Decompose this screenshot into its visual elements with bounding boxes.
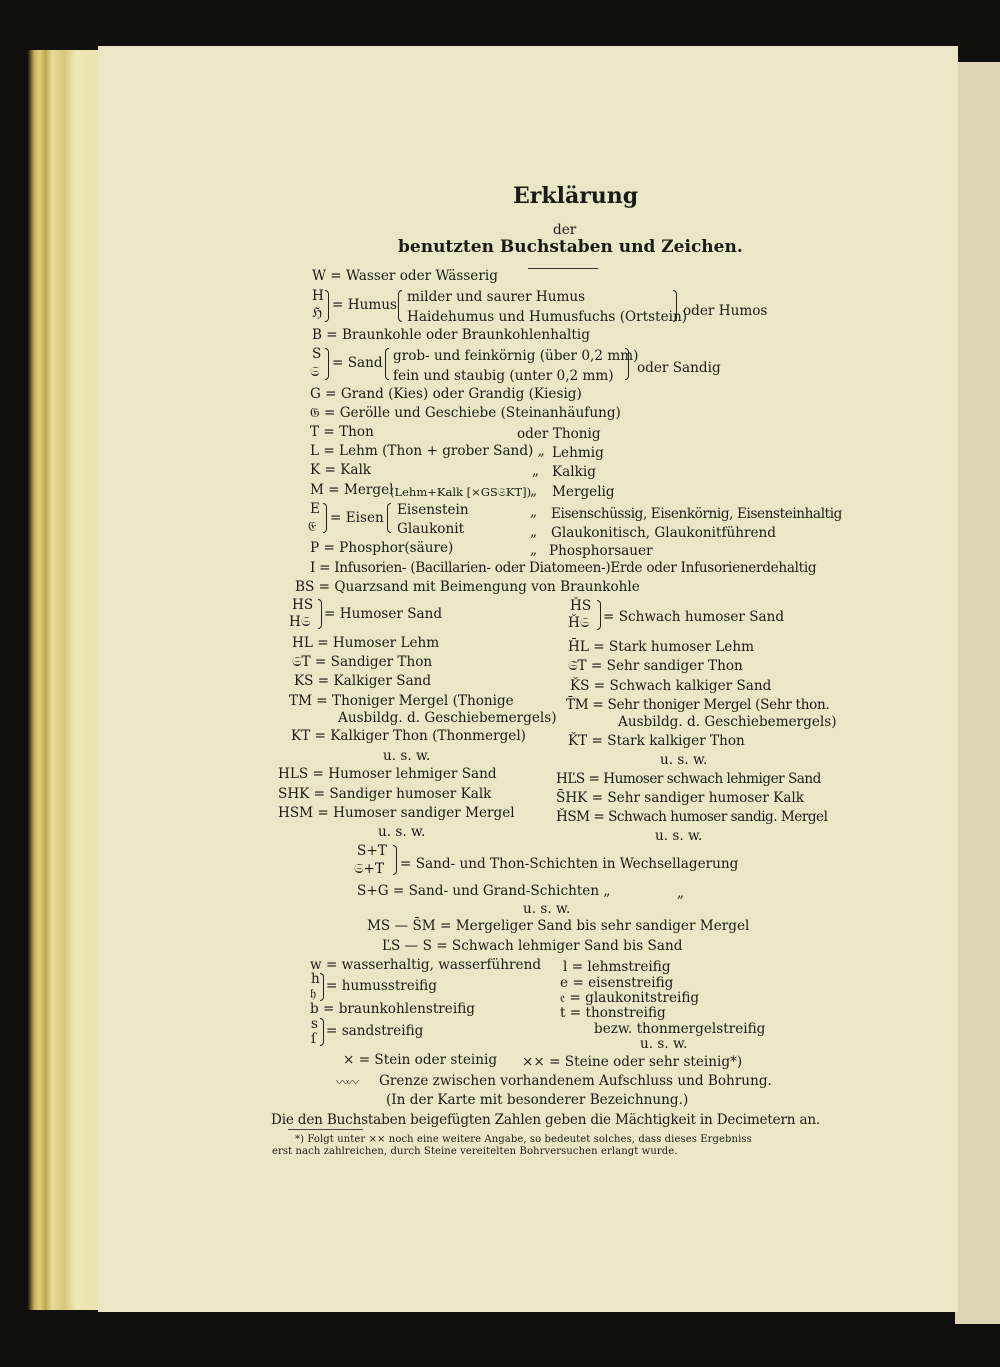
sign-karte: (In der Karte mit besonderer Bezeichnung.): [386, 1092, 689, 1108]
layer-SG-ditto: „: [677, 885, 685, 901]
legend-eisen-2: Glaukonit: [397, 521, 465, 537]
combo-TM: TM = Thoniger Mergel (Thonige: [289, 693, 514, 709]
small-t: t = thonstreifig: [560, 1005, 666, 1021]
legend-E-symbol: E: [310, 501, 320, 517]
legend-humus-oder: oder Humos: [683, 303, 768, 319]
small-usw: u. s. w.: [640, 1036, 688, 1052]
layer-LS: ĽS — S = Schwach lehmiger Sand bis Sand: [382, 938, 683, 954]
brace: [387, 503, 391, 533]
brace: [393, 845, 397, 875]
combo-HL: HL = Humoser Lehm: [292, 635, 440, 651]
small-s-text: = sandstreifig: [326, 1023, 424, 1039]
layer-ST-text: = Sand- und Thon-Schichten in Wechsellagerung: [400, 856, 739, 872]
brace: [385, 348, 389, 380]
layer-usw: u. s. w.: [523, 901, 571, 917]
small-b: b = braunkohlenstreifig: [310, 1001, 475, 1017]
combo-KS: KS = Kalkiger Sand: [294, 673, 432, 689]
legend-H-fraktur: ℌ: [312, 305, 323, 321]
combo-usw-2: u. s. w.: [378, 824, 426, 840]
title-rule: [528, 268, 598, 269]
subtitle: benutzten Buchstaben und Zeichen.: [398, 237, 743, 257]
subtitle-der: der: [553, 222, 577, 238]
brace: [318, 599, 322, 629]
combo-ST: 𝔖T = Sandiger Thon: [292, 654, 433, 670]
footnote-line-1: *) Folgt unter ×× noch eine weitere Angabe, so bedeutet solches, dass dieses Ergebniss: [295, 1134, 752, 1145]
layer-ST-2: 𝔖+T: [354, 861, 384, 877]
brace: [673, 290, 677, 322]
combo-KT: KT = Kalkiger Thon (Thonmergel): [291, 728, 526, 744]
layer-ST-1: S+T: [357, 843, 387, 859]
legend-E-fraktur: 𝔈: [308, 519, 317, 535]
legend-S-symbol: S: [312, 346, 322, 362]
small-w: w = wasserhaltig, wasserführend: [310, 957, 542, 973]
legend-L-right: Lehmig: [552, 445, 604, 461]
legend-L: L = Lehm (Thon + grober Sand) „: [310, 443, 545, 459]
legend-eisen-ditto-2: „: [530, 524, 538, 540]
combo-right-TM: T̄M = Sehr thoniger Mergel (Sehr thon.: [566, 697, 830, 713]
small-e2: 𝔢 = glaukonitstreifig: [560, 990, 700, 1006]
legend-eisen-ditto-1: „: [530, 504, 538, 520]
legend-eisen-eq: = Eisen: [330, 510, 384, 526]
sign-zahlen: Die den Buchstaben beigefügten Zahlen geben die Mächtigkeit in Decimetern an.: [271, 1112, 821, 1128]
small-e: e = eisenstreifig: [560, 975, 674, 991]
legend-humus-1: milder und saurer Humus: [407, 289, 586, 305]
brace: [320, 1018, 324, 1046]
legend-eisen-right-1: Eisenschüssig, Eisenkörnig, Eisensteinhaltig: [551, 506, 842, 522]
legend-T: T = Thon: [310, 424, 374, 440]
brace: [320, 973, 324, 1001]
combo-HSM: HSM = Humoser sandiger Mergel: [278, 805, 515, 821]
small-s-2: ſ: [311, 1031, 317, 1047]
footnote-rule: [288, 1129, 363, 1130]
combo-HLS: HLS = Humoser lehmiger Sand: [278, 766, 497, 782]
small-s-1: s: [311, 1016, 318, 1032]
legend-P: P = Phosphor(säure): [310, 540, 454, 556]
legend-K-right: Kalkig: [552, 464, 596, 480]
combo-right-TM-2: Ausbildg. d. Geschiebemergels): [618, 714, 837, 730]
legend-sand-eq: = Sand: [332, 355, 383, 371]
combo-right-HL: H̄L = Stark humoser Lehm: [568, 639, 754, 655]
combo-usw-1: u. s. w.: [383, 748, 431, 764]
legend-G: G = Grand (Kies) oder Grandig (Kiesig): [310, 386, 582, 402]
legend-K: K = Kalk: [310, 462, 372, 478]
combo-right-HSM: ȞSM = Schwach humoser sandig. Mergel: [556, 809, 828, 825]
legend-M-right: Mergelig: [552, 484, 615, 500]
combo-SHK: SHK = Sandiger humoser Kalk: [278, 786, 492, 802]
small-h-2: 𝔥: [310, 986, 317, 1002]
combo-right-usw-1: u. s. w.: [660, 752, 708, 768]
combo-HS-2: H𝔖: [289, 614, 311, 630]
small-l: l = lehmstreifig: [563, 959, 671, 975]
combo-right-HS-1: ȞS: [570, 598, 592, 614]
combo-right-SHK: S̄HK = Sehr sandiger humoser Kalk: [556, 790, 805, 806]
brace: [625, 348, 629, 380]
legend-W: W = Wasser oder Wässerig: [312, 268, 498, 284]
brace: [325, 290, 329, 322]
combo-HS-text: = Humoser Sand: [324, 606, 443, 622]
book-edge: [28, 50, 108, 1310]
legend-sand-2: fein und staubig (unter 0,2 mm): [393, 368, 614, 384]
legend-S-fraktur: 𝔖: [310, 364, 320, 380]
small-h-text: = humusstreifig: [326, 978, 437, 994]
legend-M-small: (Lehm+Kalk [×GS𝔖KT]): [390, 485, 532, 499]
legend-M: M = Mergel: [310, 482, 394, 498]
layer-MS: MS — S̄M = Mergeliger Sand bis sehr sandiger Mergel: [367, 918, 750, 934]
legend-humus-2: Haidehumus und Humusfuchs (Ortstein): [407, 309, 688, 325]
legend-eisen-right-2: Glaukonitisch, Glaukonitführend: [551, 525, 776, 541]
combo-right-ST: 𝔖̄T = Sehr sandiger Thon: [568, 658, 743, 674]
legend-M-ditto: „: [530, 483, 538, 499]
combo-TM-2: Ausbildg. d. Geschiebemergels): [338, 710, 557, 726]
combo-right-HS-text: = Schwach humoser Sand: [603, 609, 785, 625]
legend-P-right: Phosphorsauer: [549, 543, 653, 559]
facing-page-edge: [955, 62, 1000, 1324]
legend-P-ditto: „: [530, 542, 538, 558]
combo-right-KS: ǨS = Schwach kalkiger Sand: [570, 678, 772, 694]
small-tm: bezw. thonmergelstreifig: [594, 1021, 766, 1037]
legend-K-ditto: „: [532, 463, 540, 479]
sign-grenze: Grenze zwischen vorhandenem Aufschluss und Bohrung.: [379, 1073, 772, 1089]
legend-sand-1: grob- und feinkörnig (über 0,2 mm): [393, 348, 639, 364]
combo-right-HLS: HĽS = Humoser schwach lehmiger Sand: [556, 771, 821, 787]
legend-I: I = Infusorien- (Bacillarien- oder Diatomeen-)Erde oder Infusorienerdehaltig: [310, 560, 817, 576]
combo-HS-1: HS: [292, 597, 314, 613]
legend-humus-eq: = Humus: [332, 297, 397, 313]
legend-B: B = Braunkohle oder Braunkohlenhaltig: [312, 327, 590, 343]
brace: [325, 348, 329, 380]
combo-right-KT: ǨT = Stark kalkiger Thon: [568, 733, 745, 749]
legend-H-symbol: H: [312, 288, 324, 304]
legend-Gs: 𝔊 = Gerölle und Geschiebe (Steinanhäufung): [310, 405, 621, 421]
wave-icon: 〰〰: [336, 1076, 357, 1091]
page-title: Erklärung: [513, 183, 639, 209]
legend-T-right: oder Thonig: [517, 426, 601, 442]
brace: [398, 290, 402, 322]
legend-eisen-1: Eisenstein: [397, 502, 469, 518]
brace: [597, 600, 601, 630]
legend-sand-oder: oder Sandig: [637, 360, 721, 376]
sign-stein: × = Stein oder steinig: [343, 1052, 498, 1068]
combo-right-usw-2: u. s. w.: [655, 828, 703, 844]
footnote-line-2: erst nach zahlreichen, durch Steine vereitelten Bohrversuchen erlangt wurde.: [272, 1146, 678, 1157]
layer-SG: S+G = Sand- und Grand-Schichten „: [357, 883, 611, 899]
legend-BS: BS = Quarzsand mit Beimengung von Braunkohle: [295, 579, 640, 595]
sign-steine: ×× = Steine oder sehr steinig*): [522, 1054, 743, 1070]
combo-right-HS-2: Ȟ𝔖: [568, 615, 590, 631]
brace: [323, 503, 327, 533]
small-h-1: h: [311, 971, 320, 987]
